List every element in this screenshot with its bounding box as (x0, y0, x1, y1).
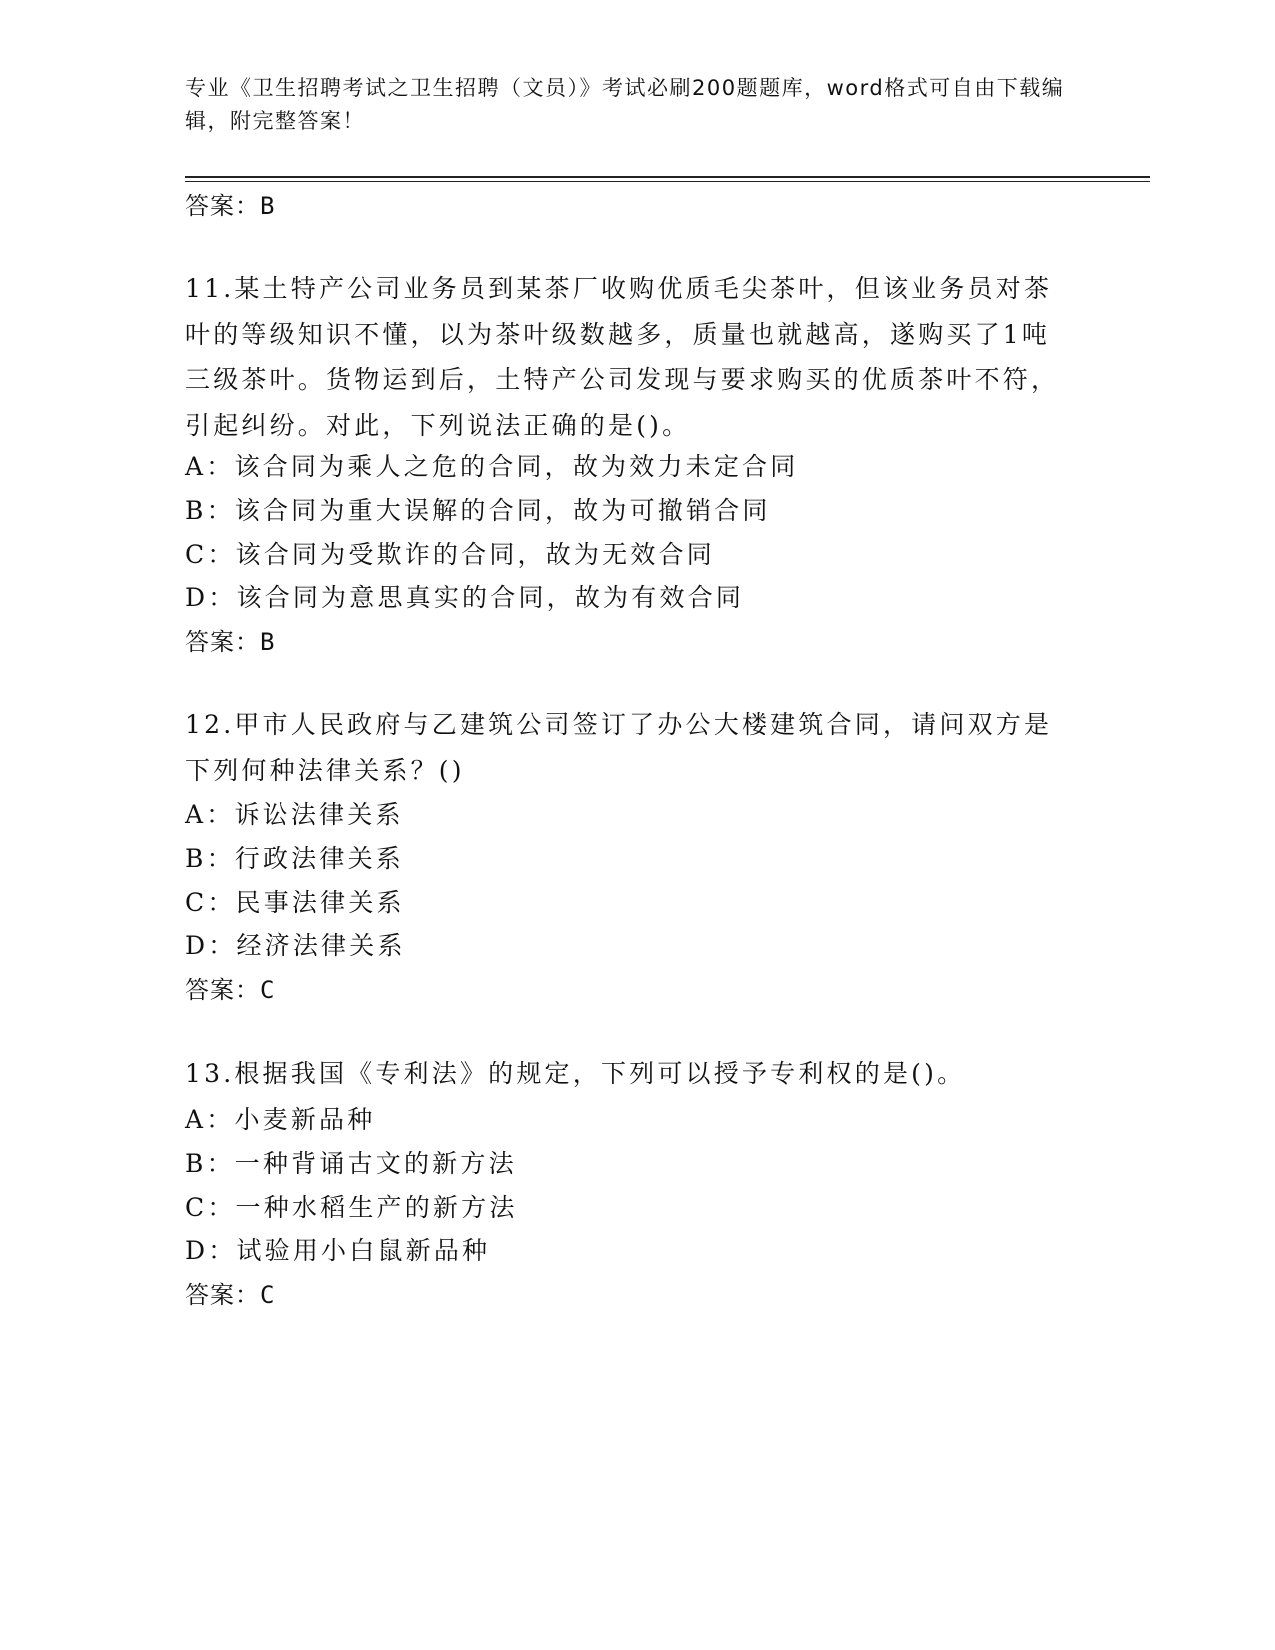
answer-value: B (260, 628, 276, 656)
question-13-stem (185, 1051, 1065, 1097)
question-13-answer (185, 1275, 275, 1310)
answer-label: 答案： (185, 1281, 260, 1309)
answer-label: 答案： (185, 976, 260, 1004)
question-12-option-d: D：经济法律关系 (185, 931, 406, 960)
question-12-option-a: A：诉讼法律关系 (185, 800, 404, 829)
question-11-stem (185, 266, 1065, 448)
header-rule-thick (185, 176, 1150, 178)
question-13-option-a: A：小麦新品种 (185, 1105, 376, 1134)
question-12-option-b: B：行政法律关系 (185, 844, 404, 873)
header-rule-thin (185, 181, 1150, 182)
question-11-answer (185, 622, 275, 657)
answer-label: 答案： (185, 628, 260, 656)
answer-value: C (260, 1281, 276, 1309)
question-12-stem (185, 702, 1065, 793)
question-11-option-b: B：该合同为重大误解的合同，故为可撤销合同 (185, 496, 771, 525)
answer-value: B (260, 192, 276, 220)
question-stem-text: 12.甲市人民政府与乙建筑公司签订了办公大楼建筑合同，请问双方是下列何种法律关系？() (185, 710, 1053, 785)
question-11-option-a: A：该合同为乘人之危的合同，故为效力未定合同 (185, 452, 799, 481)
question-12-answer (185, 970, 275, 1005)
document-header: 专业《卫生招聘考试之卫生招聘（文员）》考试必刷200题题库，word格式可自由下载编辑，附完整答案！ (185, 76, 1065, 133)
question-13-option-d: D：试验用小白鼠新品种 (185, 1236, 491, 1265)
question-11-option-d: D：该合同为意思真实的合同，故为有效合同 (185, 583, 745, 612)
answer-label: 答案： (185, 192, 260, 220)
question-13-option-b: B：一种背诵古文的新方法 (185, 1149, 517, 1178)
question-13-option-c: C：一种水稻生产的新方法 (185, 1193, 518, 1222)
answer-line-previous (185, 186, 275, 221)
question-stem-text: 11.某土特产公司业务员到某茶厂收购优质毛尖茶叶，但该业务员对茶叶的等级知识不懂，以为茶叶级数越多，质量也就越高，遂购买了1吨三级茶叶。货物运到后，土特产公司发现与要求购买的优质茶叶不符，引起纠纷。对此，下列说法正确的是()。 (185, 274, 1060, 440)
question-stem-text: 13.根据我国《专利法》的规定，下列可以授予专利权的是()。 (185, 1059, 966, 1088)
answer-value: C (260, 976, 276, 1004)
question-11-option-c: C：该合同为受欺诈的合同，故为无效合同 (185, 540, 715, 569)
question-12-option-c: C：民事法律关系 (185, 888, 405, 917)
